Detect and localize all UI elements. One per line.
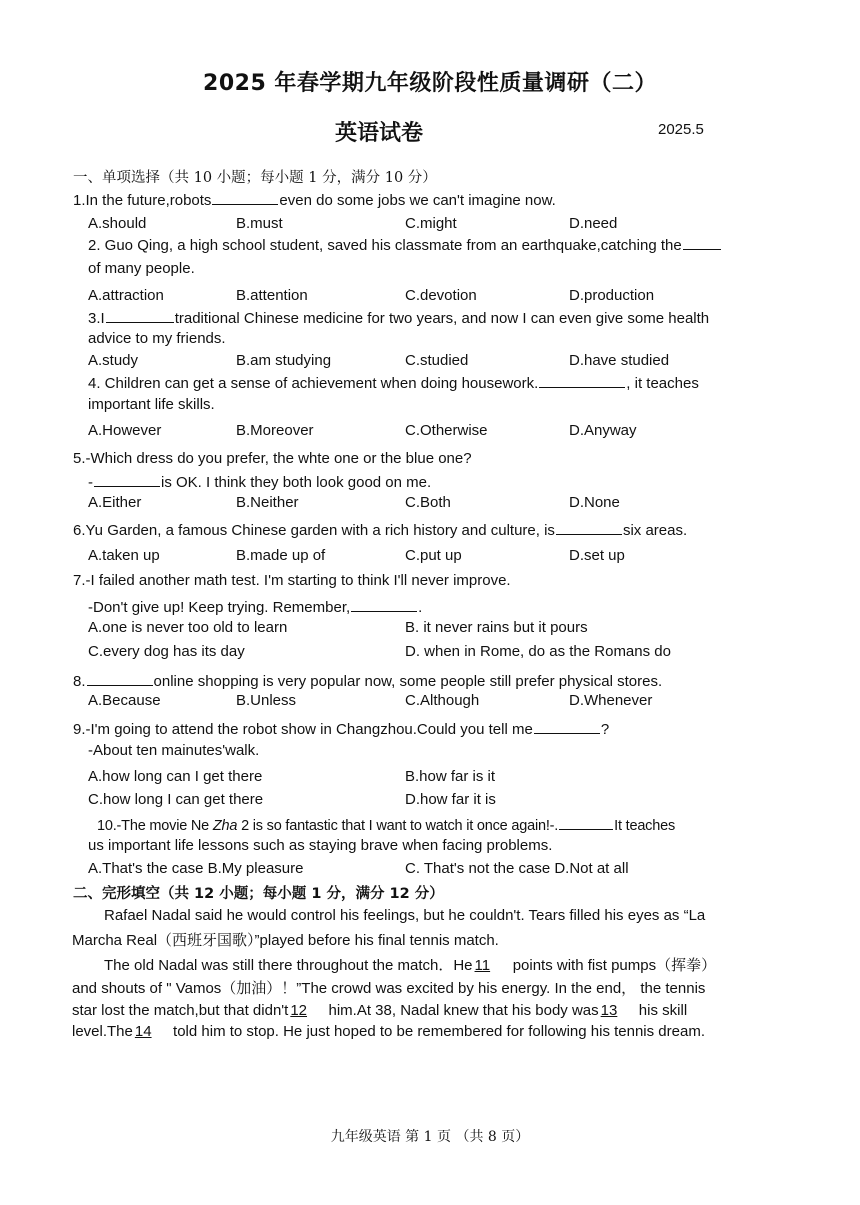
q2-option-c: C.devotion [405,287,477,304]
question-1: 1.In the future,robots even do some jobs we can't imagine now. [73,192,556,209]
blank-12: 12 [290,1002,308,1019]
q1-option-a: A.should [88,215,147,232]
question-4-line-2: important life skills. [88,396,215,413]
exam-subtitle: 英语试卷 [335,121,424,146]
question-3: 3.I traditional Chinese medicine for two years, and now I can even give some health [88,310,710,327]
question-6: 6.Yu Garden, a famous Chinese garden with a rich history and culture, is six areas. [73,522,688,539]
q2-option-a: A.attraction [88,287,164,304]
q10-options-cd: C. That's not the case D.Not at all [405,860,629,877]
q9-option-c: C.how long I can get there [88,791,264,808]
question-10: 10.-The movie Ne Zha 2 is so fantastic that I want to watch it once again!-. It teaches [97,815,675,836]
q3-option-b: B.am studying [236,352,332,369]
section-1-heading: 一、单项选择（共 10 小题；每小题 1 分，满分 10 分） [73,170,437,186]
question-9-reply: -About ten mainutes'walk. [88,742,260,759]
answer-blank [94,472,160,487]
passage-line: Rafael Nadal said he would control his feelings, but he couldn't. Tears filled his eyes as “La [104,907,706,924]
passage-line: and shouts of " Vamos（加油）！”The crowd was excited by his energy. In the end， the tennis [72,980,706,997]
q6-option-c: C.put up [405,547,462,564]
question-8: 8. online shopping is very popular now, some people still prefer physical stores. [73,673,663,690]
q4-option-d: D.Anyway [569,422,637,439]
answer-blank [351,597,417,612]
answer-blank [212,190,278,205]
q2-option-d: D.production [569,287,655,304]
q3-option-d: D.have studied [569,352,670,369]
answer-blank [559,815,613,830]
answer-blank [556,520,622,535]
blank-13: 13 [600,1002,618,1019]
answer-blank [539,373,625,388]
q1-option-b: B.must [236,215,283,232]
q7-option-d: D. when in Rome, do as the Romans do [405,643,671,660]
question-4: 4. Children can get a sense of achievement when doing housework. , it teaches [88,375,699,392]
q8-option-a: A.Because [88,692,161,709]
q8-option-b: B.Unless [236,692,297,709]
q5-option-d: D.None [569,494,620,511]
page-footer: 九年级英语 第 1 页 （共 8 页） [330,1129,530,1145]
answer-blank [534,719,600,734]
q5-option-c: C.Both [405,494,451,511]
q1-option-d: D.need [569,215,618,232]
question-5-reply: - is OK. I think they both look good on me. [88,474,432,491]
q6-option-a: A.taken up [88,547,160,564]
q6-option-d: D.set up [569,547,625,564]
q5-option-a: A.Either [88,494,142,511]
passage-line: level.The 14 told him to stop. He just hoped to be remembered for following his tennis dream. [72,1023,705,1040]
question-2: 2. Guo Qing, a high school student, saved his classmate from an earthquake,catching the [88,235,722,256]
q9-option-a: A.how long can I get there [88,768,263,785]
q3-option-c: C.studied [405,352,469,369]
q9-option-d: D.how far it is [405,791,496,808]
q8-option-c: C.Although [405,692,480,709]
answer-blank [106,308,174,323]
section-2-heading: 二、完形填空（共 12 小题；每小题 1 分，满分 12 分） [73,886,444,902]
question-10-line-2: us important life lessons such as staying brave when facing problems. [88,837,553,854]
question-7-reply: -Don't give up! Keep trying. Remember, . [88,599,423,616]
blank-11: 11 [474,957,491,974]
q4-option-a: A.However [88,422,162,439]
q7-option-b: B. it never rains but it pours [405,619,588,636]
exam-date: 2025.5 [658,121,704,138]
q8-option-d: D.Whenever [569,692,653,709]
q2-option-b: B.attention [236,287,308,304]
q9-option-b: B.how far is it [405,768,496,785]
q7-option-c: C.every dog has its day [88,643,245,660]
question-7: 7.-I failed another math test. I'm starting to think I'll never improve. [73,572,511,589]
passage-line: star lost the match,but that didn't 12 him.At 38, Nadal knew that his body was 13 his skill [72,1002,688,1019]
question-9: 9.-I'm going to attend the robot show in Changzhou.Could you tell me ? [73,721,610,738]
passage-line: The old Nadal was still there throughout the match．He 11 points with fist pumps（挥拳） [104,957,717,974]
answer-blank [683,235,721,250]
q10-options-ab: A.That's the case B.My pleasure [88,860,304,877]
answer-blank [87,671,153,686]
q4-option-c: C.Otherwise [405,422,488,439]
blank-14: 14 [134,1023,152,1040]
question-3-line-2: advice to my friends. [88,330,226,347]
q1-option-c: C.might [405,215,457,232]
q5-option-b: B.Neither [236,494,299,511]
q7-option-a: A.one is never too old to learn [88,619,288,636]
question-5: 5.-Which dress do you prefer, the whte one or the blue one? [73,450,472,467]
q3-option-a: A.study [88,352,139,369]
question-2-line-2: of many people. [88,260,195,277]
q4-option-b: B.Moreover [236,422,314,439]
passage-line: Marcha Real（西班牙国歌）”played before his final tennis match. [72,932,499,949]
exam-title: 2025 年春学期九年级阶段性质量调研（二） [203,71,657,96]
q6-option-b: B.made up of [236,547,326,564]
